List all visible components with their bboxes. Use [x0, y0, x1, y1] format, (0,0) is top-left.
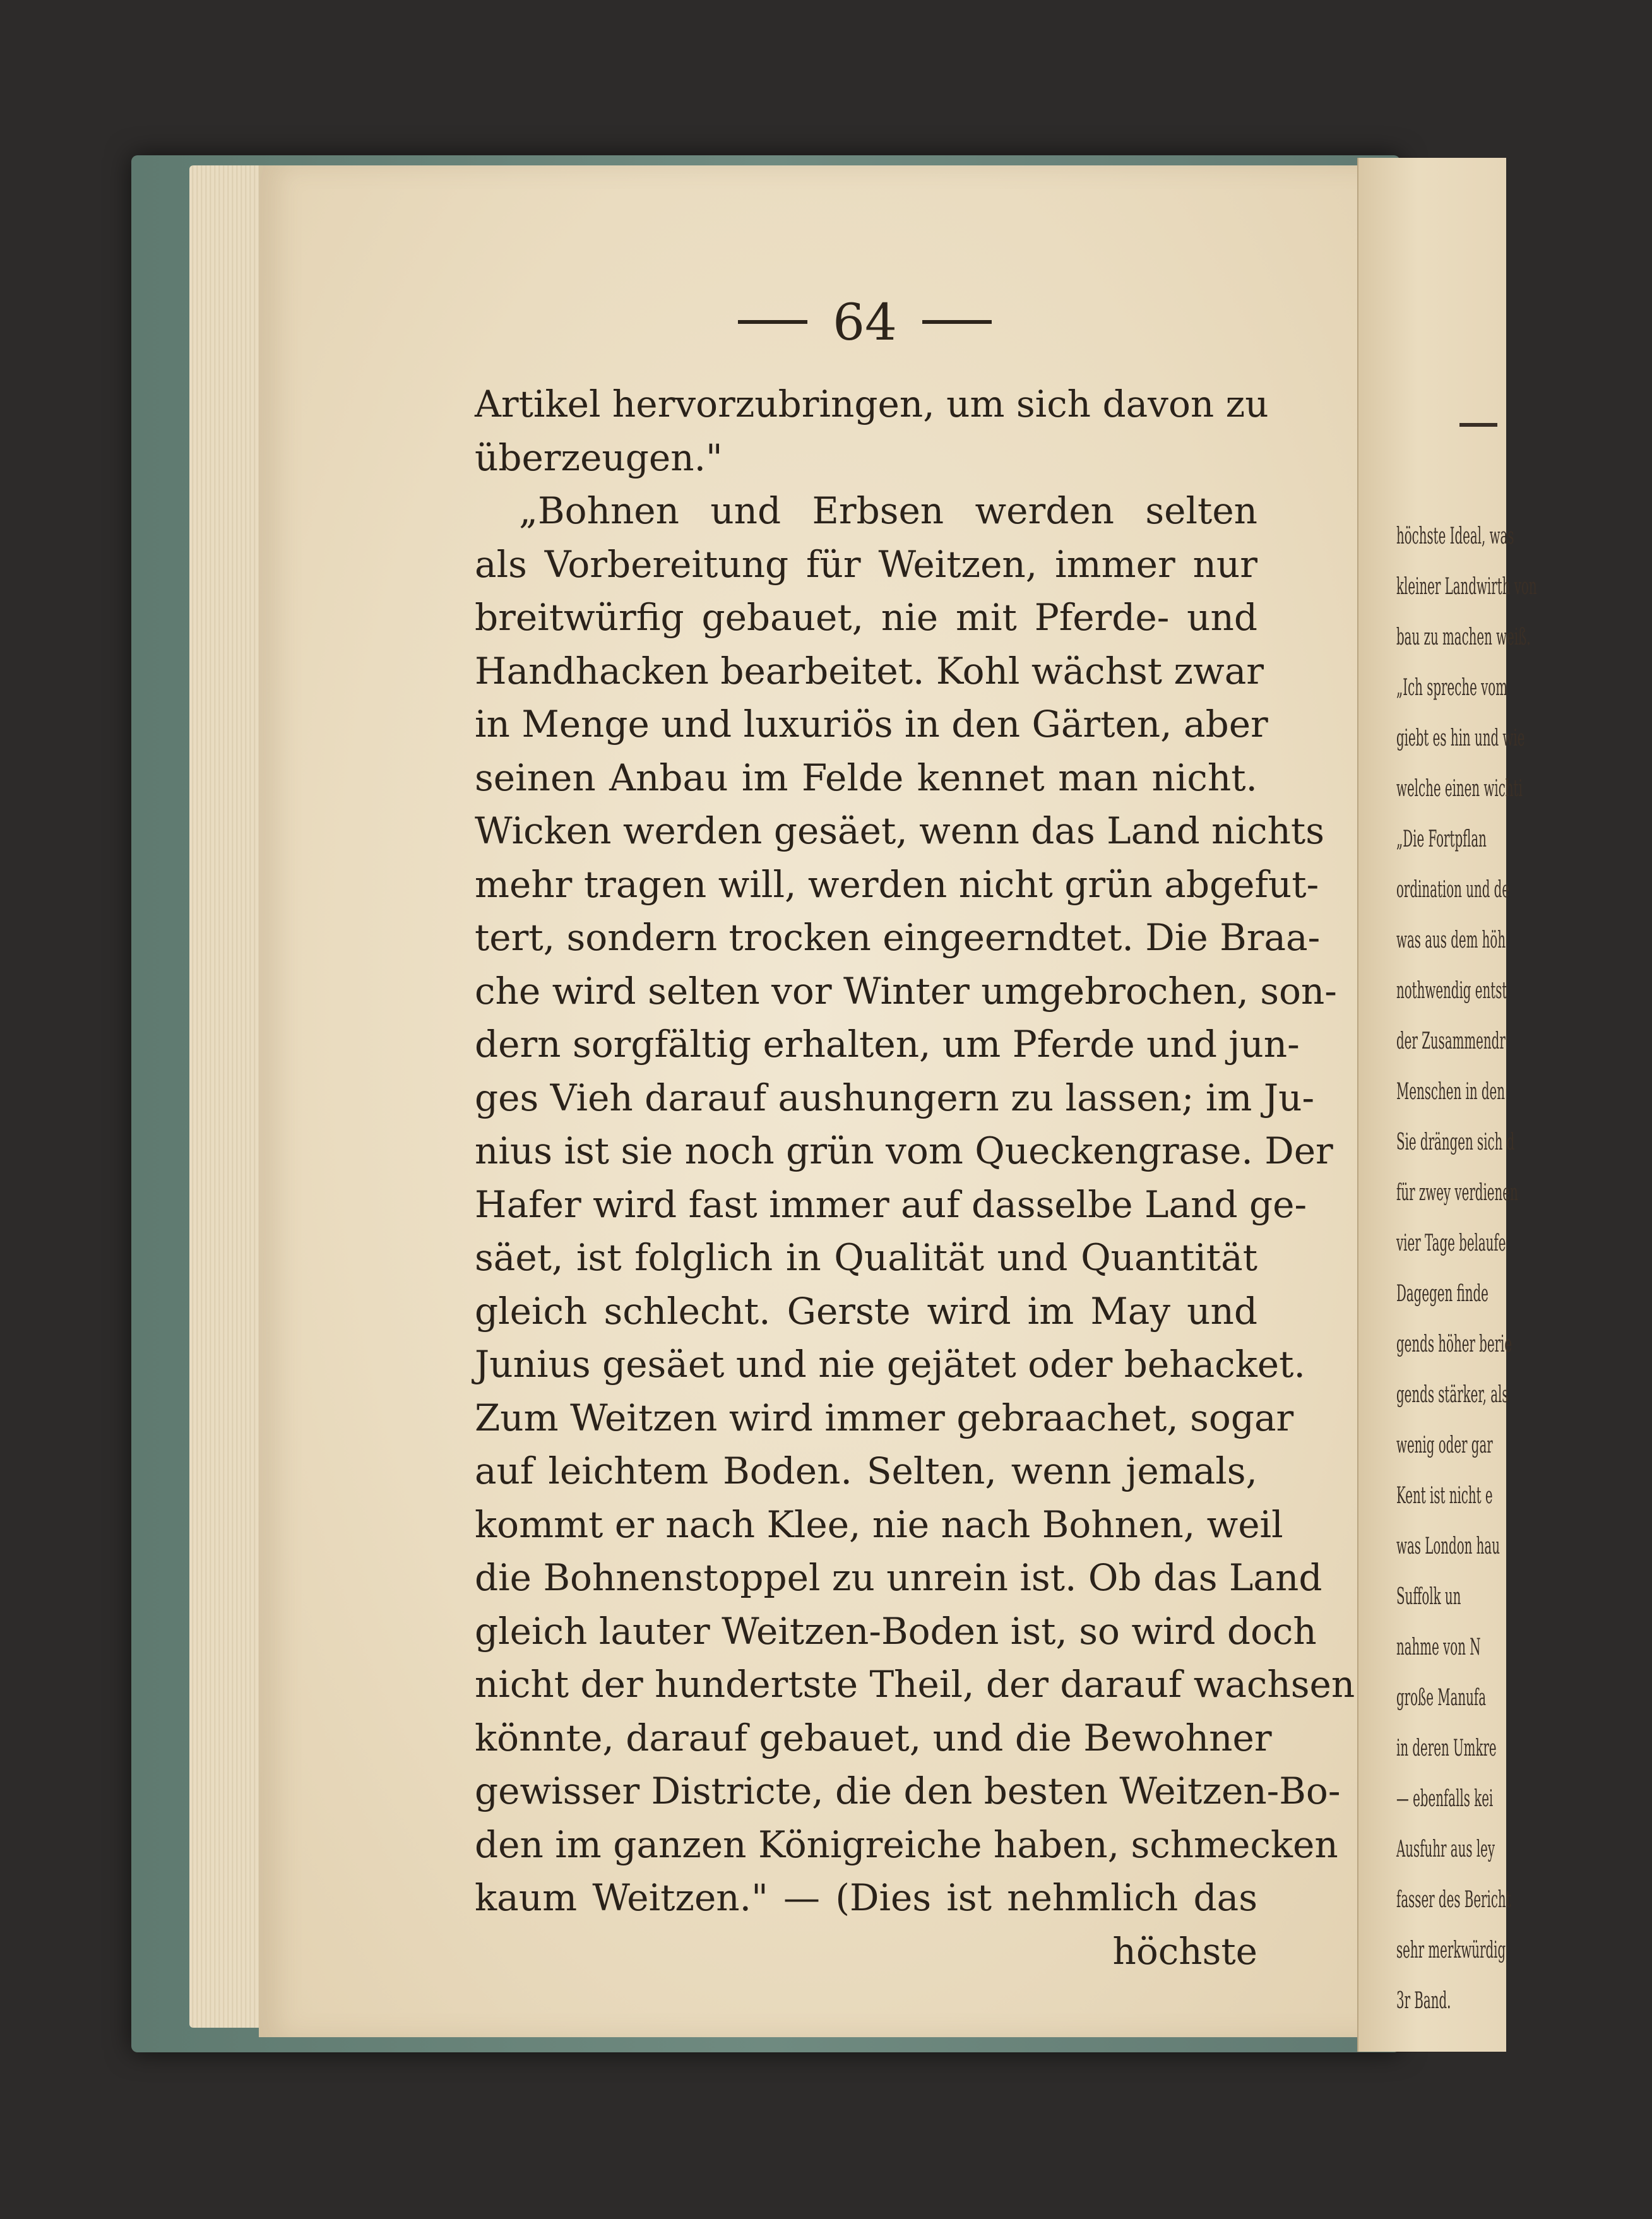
facing-line: nahme von N — [1396, 1634, 1481, 1660]
text-line: Wicken werden gesäet, wenn das Land nichts — [475, 809, 1324, 852]
text-line: säet, ist folglich in Qualität und Quantität — [475, 1236, 1257, 1279]
text-line: mehr tragen will, werden nicht grün abgefut- — [475, 862, 1319, 906]
text-line: könnte, darauf gebauet, und die Bewohner — [475, 1716, 1272, 1759]
facing-line: giebt es hin und wie — [1396, 725, 1525, 751]
facing-line: was London hau — [1396, 1533, 1500, 1559]
facing-line: Menschen in den — [1396, 1079, 1506, 1105]
text-line: die Bohnenstoppel zu unrein ist. Ob das Land — [475, 1556, 1322, 1599]
text-line: Junius gesäet und nie gejätet oder behacket. — [475, 1343, 1305, 1386]
text-line: „Bohnen und Erbsen werden selten — [519, 489, 1257, 532]
facing-page — [1357, 158, 1537, 2052]
text-line: nius ist sie noch grün vom Queckengrase. Der — [475, 1129, 1333, 1172]
text-line: kommt er nach Klee, nie nach Bohnen, weil — [475, 1502, 1283, 1546]
page-number: 64 — [833, 292, 897, 352]
facing-page-text — [1371, 511, 1652, 2026]
facing-line: gends stärker, als — [1396, 1382, 1509, 1408]
facing-line: nothwendig entst — [1396, 978, 1507, 1004]
text-line: auf leichtem Boden. Selten, wenn jemals, — [475, 1449, 1257, 1492]
facing-line: „Ich spreche vom — [1396, 675, 1507, 701]
text-line: ges Vieh darauf aushungern zu lassen; im Ju- — [475, 1076, 1315, 1119]
facing-line: — ebenfalls kei — [1396, 1786, 1494, 1812]
facing-line: Suffolk un — [1396, 1584, 1461, 1610]
facing-page-dash — [1459, 423, 1497, 427]
facing-line: „Die Fortpflan — [1396, 826, 1487, 852]
facing-line: ordination und de — [1396, 877, 1510, 903]
text-line: nicht der hundertste Theil, der darauf wachsen — [475, 1663, 1355, 1706]
text-line: dern sorgfältig erhalten, um Pferde und jun- — [475, 1023, 1300, 1066]
text-line: che wird selten vor Winter umgebrochen, son- — [475, 969, 1337, 1013]
page-body — [475, 378, 1355, 1978]
header-rule-right — [922, 320, 992, 324]
facing-line: Dagegen finde — [1396, 1281, 1489, 1307]
facing-line: was aus dem höh — [1396, 927, 1506, 953]
text-line: tert, sondern trocken eingeerndtet. Die Braa- — [475, 916, 1321, 959]
text-line: gewisser Districte, die den besten Weitzen-Bo- — [475, 1770, 1341, 1812]
facing-line: große Manufa — [1396, 1685, 1487, 1711]
text-line: den im ganzen Königreiche haben, schmecken — [475, 1823, 1338, 1866]
facing-line: sehr merkwürdig — [1396, 1937, 1506, 1963]
text-line: als Vorbereitung für Weitzen, immer nur — [475, 542, 1257, 586]
facing-line: vier Tage belaufe — [1396, 1230, 1506, 1256]
facing-line: der Zusammendr — [1396, 1028, 1506, 1054]
facing-line: kleiner Landwirth von — [1396, 574, 1537, 600]
text-line: überzeugen." — [475, 436, 723, 479]
facing-line: fasser des Bericht — [1396, 1887, 1511, 1913]
facing-line: höchste Ideal, was — [1396, 523, 1514, 549]
page-header — [720, 292, 1010, 352]
text-line: seinen Anbau im Felde kennet man nicht. — [475, 756, 1257, 799]
facing-line: 3r Band. — [1396, 1988, 1451, 2014]
facing-line: gends höher berie — [1396, 1331, 1512, 1357]
text-line: in Menge und luxuriös in den Gärten, aber — [475, 703, 1268, 746]
catchword: höchste — [1112, 1929, 1257, 1973]
facing-line: wenig oder gar — [1396, 1432, 1493, 1458]
facing-line: bau zu machen weiß. — [1396, 624, 1531, 650]
header-rule-left — [738, 320, 807, 324]
facing-line: für zwey verdienen — [1396, 1180, 1518, 1206]
text-line: gleich lauter Weitzen-Boden ist, so wird doch — [475, 1609, 1317, 1653]
text-line: Artikel hervorzubringen, um sich davon zu — [475, 383, 1269, 425]
text-line: gleich schlecht. Gerste wird im May und — [475, 1289, 1257, 1333]
text-line: breitwürfig gebauet, nie mit Pferde- und — [475, 596, 1257, 639]
text-line: kaum Weitzen." — (Dies ist nehmlich das — [475, 1876, 1257, 1919]
text-line: Hafer wird fast immer auf dasselbe Land ge- — [475, 1182, 1307, 1226]
facing-line: Kent ist nicht e — [1396, 1483, 1493, 1509]
text-line: Handhacken bearbeitet. Kohl wächst zwar — [475, 649, 1264, 693]
facing-line: in deren Umkre — [1396, 1735, 1497, 1761]
text-line: Zum Weitzen wird immer gebraachet, sogar — [475, 1396, 1294, 1439]
facing-line: Sie drängen sich d — [1396, 1129, 1515, 1155]
facing-line: welche einen wichti — [1396, 776, 1523, 802]
facing-line: Ausfuhr aus ley — [1396, 1836, 1495, 1862]
